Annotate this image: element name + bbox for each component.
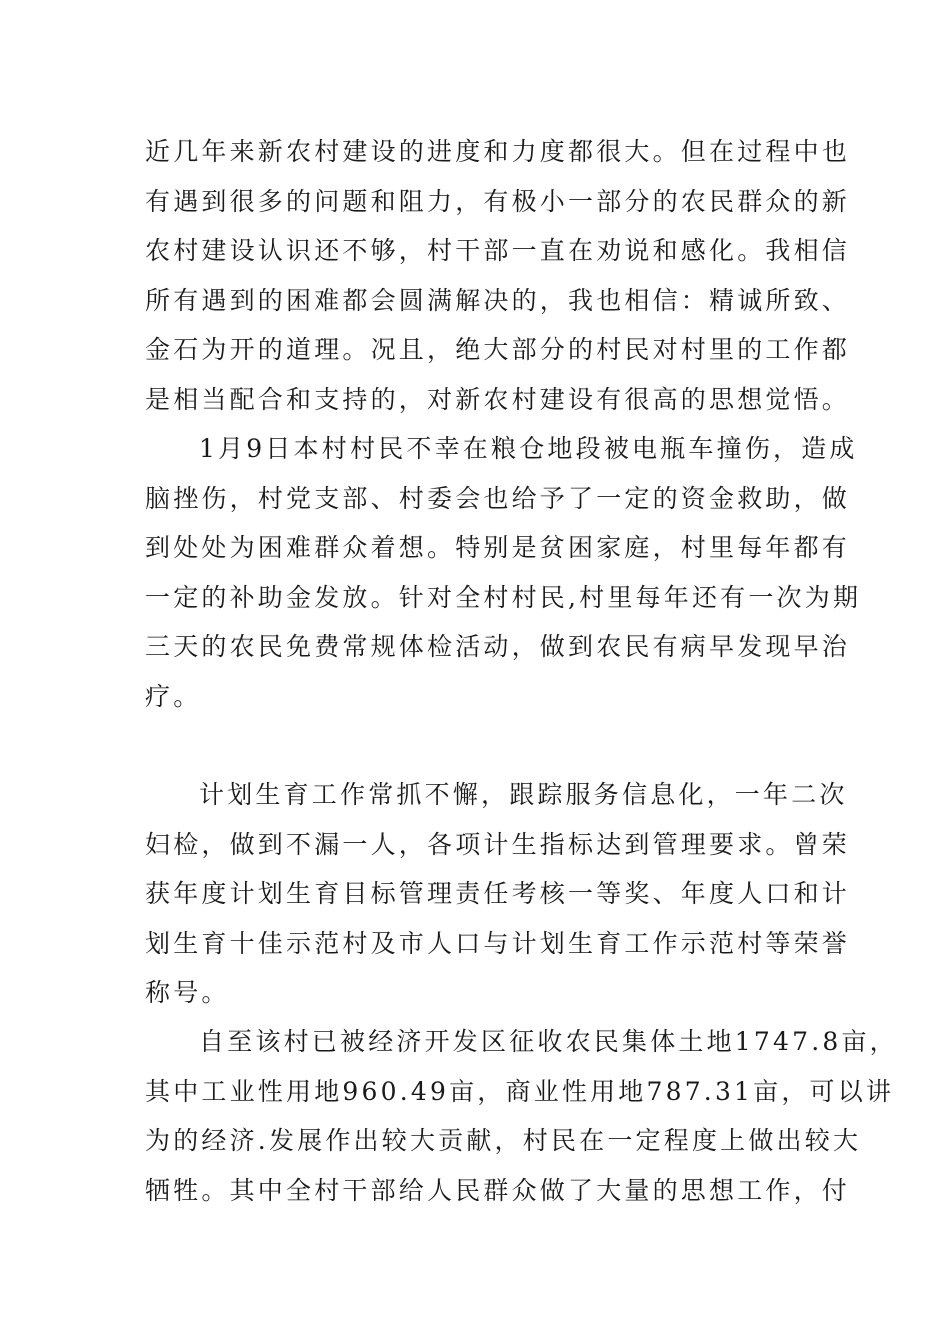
text-line: 其中工业性用地960.49亩，商业性用地787.31亩，可以讲	[145, 1076, 895, 1106]
text-line: 1月9日本村村民不幸在粮仓地段被电瓶车撞伤，造成	[199, 434, 858, 463]
text-line: 所有遇到的困难都会圆满解决的，我也相信：精诚所致、	[145, 285, 851, 315]
text-line: 是相当配合和支持的，对新农村建设有很高的思想觉悟。	[145, 384, 851, 414]
text-line: 划生育十佳示范村及市人口与计划生育工作示范村等荣誉	[145, 928, 851, 958]
text-line: 妇检，做到不漏一人，各项计生指标达到管理要求。曾荣	[145, 829, 851, 859]
text-line: 获年度计划生育目标管理责任考核一等奖、年度人口和计	[145, 879, 851, 908]
text-line: 近几年来新农村建设的进度和力度都很大。但在过程中也	[145, 137, 851, 166]
text-line: 金石为开的道理。况且，绝大部分的村民对村里的工作都	[145, 335, 851, 364]
text-line: 疗。	[145, 681, 202, 711]
text-line: 三天的农民免费常规体检活动，做到农民有病早发现早治	[145, 632, 851, 661]
paragraph-new-village-construction	[145, 127, 851, 424]
text-line: 为的经济.发展作出较大贡献，村民在一定程度上做出较大	[145, 1126, 862, 1155]
text-line: 自至该村已被经济开发区征收农民集体土地1747.8亩，	[199, 1027, 898, 1056]
text-line: 称号。	[145, 978, 230, 1007]
paragraph-land-acquisition	[145, 1017, 898, 1215]
text-line: 到处处为困难群众着想。特别是贫困家庭，村里每年都有	[145, 533, 851, 562]
text-line: 计划生育工作常抓不懈，跟踪服务信息化，一年二次	[199, 780, 848, 809]
paragraph-family-planning	[145, 770, 851, 1018]
text-line: 一定的补助金发放。针对全村村民,村里每年还有一次为期	[145, 582, 862, 612]
paragraph-assistance	[145, 424, 862, 721]
text-line: 脑挫伤，村党支部、村委会也给予了一定的资金救助，做	[145, 483, 851, 513]
text-line: 牺牲。其中全村干部给人民群众做了大量的思想工作，付	[145, 1175, 851, 1205]
text-line: 有遇到很多的问题和阻力，有极小一部分的农民群众的新	[145, 186, 851, 216]
text-line: 农村建设认识还不够，村干部一直在劝说和感化。我相信	[145, 236, 851, 265]
